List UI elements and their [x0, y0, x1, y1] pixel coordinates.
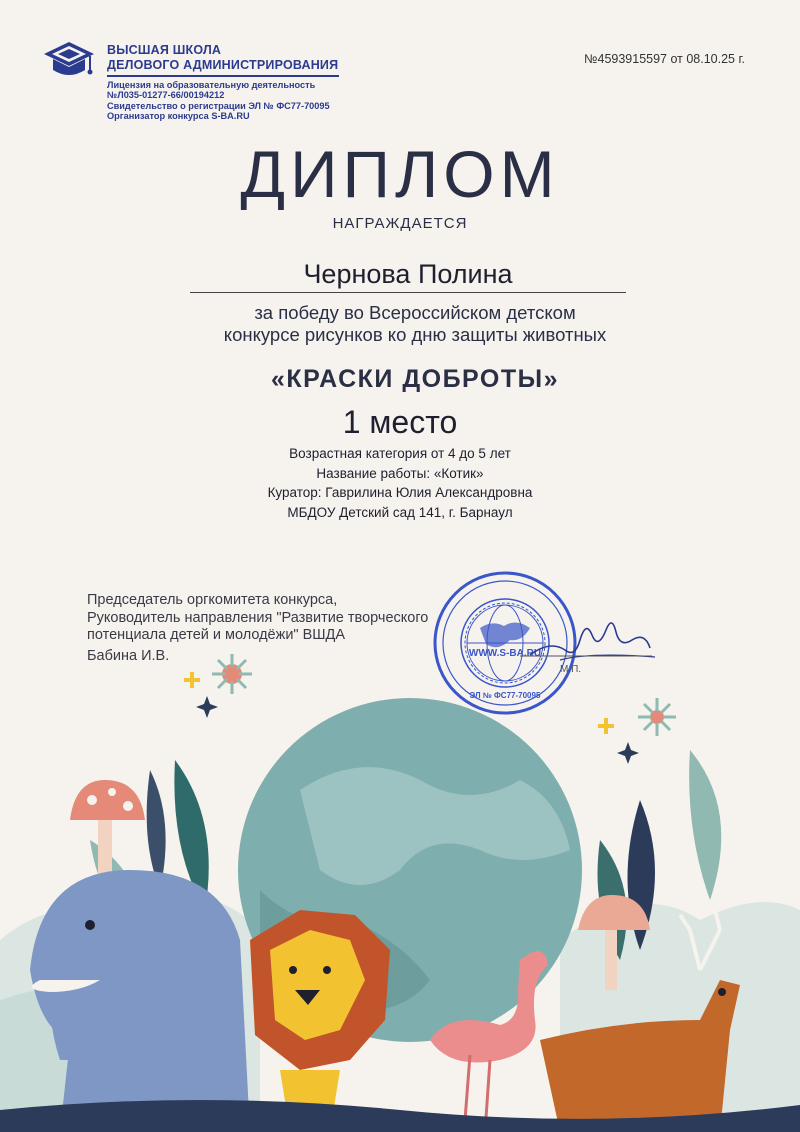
reason-line1: за победу во Всероссийском детском [254, 302, 576, 323]
seal-place-label: М.П. [560, 664, 582, 675]
signatory-line1: Председатель оргкомитета конкурса, [87, 592, 338, 608]
age-category: Возрастная категория от 4 до 5 лет [289, 446, 511, 461]
signatory-line3: потенциала детей и молодёжи" ВШДА [87, 627, 346, 643]
signatory-name: Бабина И.В. [87, 647, 170, 664]
signatory-line2: Руководитель направления "Развитие творческого [87, 609, 429, 626]
contest-name: «КРАСКИ ДОБРОТЫ» [271, 365, 559, 393]
curator: Куратор: Гаврилина Юлия Александровна [267, 485, 533, 500]
award-reason [0, 302, 800, 346]
work-title: Название работы: «Котик» [316, 465, 484, 481]
signature [520, 600, 660, 680]
org-divider [107, 75, 339, 77]
diploma-title: ДИПЛОМ [240, 137, 560, 211]
registration-certificate: Свидетельство о регистрации ЭЛ № ФС77-70095 [107, 100, 330, 111]
animals-illustration [0, 640, 800, 1132]
organizer-text: Организатор конкурса S-BA.RU [107, 111, 250, 122]
reason-line2: конкурсе рисунков ко дню защиты животных [223, 324, 607, 345]
entry-details [0, 444, 800, 522]
winner-underline [190, 292, 626, 293]
winner-name: Чернова Полина [303, 259, 513, 289]
license-number: №Л035-01277-66/00194212 [107, 90, 225, 101]
org-name-line2: ДЕЛОВОГО АДМИНИСТРИРОВАНИЯ [107, 58, 339, 72]
institution: МБДОУ Детский сад 141, г. Барнаул [287, 504, 513, 520]
awarded-label: НАГРАЖДАЕТСЯ [332, 215, 468, 232]
seal-site: WWW.S-BA.RU [468, 648, 542, 659]
organization-block [107, 43, 339, 122]
org-name-line1: ВЫСШАЯ ШКОЛА [107, 43, 222, 57]
place-label: 1 место [342, 404, 458, 440]
seal-registration: ЭЛ № ФС77-70095 [469, 691, 541, 700]
license-text: Лицензия на образовательную деятельность [107, 79, 316, 90]
graduation-cap-icon [42, 40, 96, 84]
document-number: №4593915597 от 08.10.25 г. [584, 52, 745, 66]
